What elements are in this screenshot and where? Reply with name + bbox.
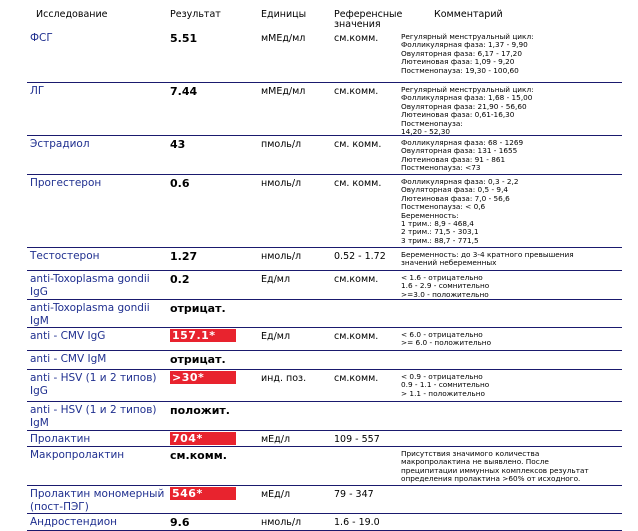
result-value: см.комм. bbox=[170, 449, 227, 462]
table-row bbox=[27, 271, 622, 300]
units: мМЕд/мл bbox=[261, 86, 306, 97]
result-value: 7.44 bbox=[170, 85, 198, 98]
header-units: Единицы bbox=[261, 9, 307, 20]
comment: Беременность: до 3-4 кратного превышения значений небеременных bbox=[401, 250, 574, 268]
comment: Регулярный менструальный цикл: Фолликулярная фаза: 1,37 - 9,90 Овуляторная фаза: 6,17 - 17,20 Лютеиновая фаза: 1,09 - 9,20 Постменопауза: 19,30 - 100,60 bbox=[401, 32, 534, 75]
table-row bbox=[27, 431, 622, 447]
result-value-flagged: >30* bbox=[170, 371, 236, 384]
comment: Регулярный менструальный цикл: Фолликулярная фаза: 1,68 - 15,00 Овуляторная фаза: 21,90 - 56,60 Лютеиновая фаза: 0,61-16,30 Постменопауза: 14,20 - 52,30 bbox=[401, 85, 534, 137]
reference-range: 1.6 - 19.0 bbox=[334, 517, 380, 528]
table-row bbox=[27, 370, 622, 402]
units: инд. поз. bbox=[261, 373, 307, 384]
reference-range: см.комм. bbox=[334, 331, 379, 342]
table-header bbox=[0, 0, 638, 30]
table-row bbox=[27, 514, 622, 531]
table-row bbox=[27, 486, 622, 514]
reference-range: 0.52 - 1.72 bbox=[334, 251, 386, 262]
test-name: anti - CMV IgM bbox=[30, 353, 107, 365]
units: нмоль/л bbox=[261, 178, 302, 189]
comment: < 6.0 - отрицательно >= 6.0 - положительно bbox=[401, 330, 492, 348]
result-value-flagged: 546* bbox=[170, 487, 236, 500]
table-row bbox=[27, 300, 622, 328]
test-name: Тестостерон bbox=[30, 250, 100, 262]
header-ref-line1: Референсные bbox=[334, 9, 403, 20]
result-value-flagged: 704* bbox=[170, 432, 236, 445]
reference-range: см. комм. bbox=[334, 178, 382, 189]
reference-range: см. комм. bbox=[334, 139, 382, 150]
reference-range: см.комм. bbox=[334, 373, 379, 384]
reference-range: см.комм. bbox=[334, 274, 379, 285]
units: Ед/мл bbox=[261, 331, 291, 342]
table-row bbox=[27, 136, 622, 175]
units: мЕд/л bbox=[261, 434, 291, 445]
units: нмоль/л bbox=[261, 251, 302, 262]
result-value: отрицат. bbox=[170, 353, 226, 366]
table-row bbox=[27, 30, 622, 83]
table-row bbox=[27, 248, 622, 271]
units: нмоль/л bbox=[261, 517, 302, 528]
units: Ед/мл bbox=[261, 274, 291, 285]
test-name: Эстрадиол bbox=[30, 138, 90, 150]
units: мЕд/л bbox=[261, 489, 291, 500]
table-row bbox=[27, 83, 622, 136]
table-row bbox=[27, 175, 622, 248]
test-name: anti-Toxoplasma gondii IgG bbox=[30, 273, 150, 298]
header-comment: Комментарий bbox=[434, 9, 503, 20]
test-name: ЛГ bbox=[30, 85, 45, 97]
units: пмоль/л bbox=[261, 139, 302, 150]
results-table bbox=[27, 30, 622, 531]
result-value: 0.6 bbox=[170, 177, 190, 190]
reference-range: см.комм. bbox=[334, 86, 379, 97]
test-name: Андростендион bbox=[30, 516, 117, 528]
reference-range: см.комм. bbox=[334, 33, 379, 44]
comment: < 0.9 - отрицательно 0.9 - 1.1 - сомнительно > 1.1 - положительно bbox=[401, 372, 490, 398]
reference-range: 109 - 557 bbox=[334, 434, 380, 445]
comment: < 1.6 - отрицательно 1.6 - 2.9 - сомнительно >=3.0 - положительно bbox=[401, 273, 490, 299]
result-value: положит. bbox=[170, 404, 230, 417]
comment: Фолликулярная фаза: 68 - 1269 Овуляторная фаза: 131 - 1655 Лютеиновая фаза: 91 - 861 Постменопауза: <73 bbox=[401, 138, 524, 173]
table-row bbox=[27, 402, 622, 431]
table-row bbox=[27, 328, 622, 351]
result-value: 5.51 bbox=[170, 32, 198, 45]
reference-range: 79 - 347 bbox=[334, 489, 374, 500]
units: мМЕд/мл bbox=[261, 33, 306, 44]
result-value: 43 bbox=[170, 138, 186, 151]
result-value: 1.27 bbox=[170, 250, 198, 263]
test-name: ФСГ bbox=[30, 32, 53, 44]
result-value: 9.6 bbox=[170, 516, 190, 529]
test-name: anti - CMV IgG bbox=[30, 330, 106, 342]
header-test: Исследование bbox=[36, 9, 108, 20]
comment: Фолликулярная фаза: 0,3 - 2,2 Овуляторная фаза: 0,5 - 9,4 Лютеиновая фаза: 7,0 - 56,6 Постменопауза: < 0,6 Беременность: 1 трим.: 8,9 - 468,4 2 трим.: 71,5 - 303,1 3 трим.: 88,7 - 771,5 bbox=[401, 177, 519, 245]
header-result: Результат bbox=[170, 9, 221, 20]
comment: Присутствия значимого количества макропролактина не выявлено. После преципитации иммунных комплексов результат определения пролактина >60% от исходного. bbox=[401, 449, 589, 484]
test-name: Макропролактин bbox=[30, 449, 125, 461]
result-value: отрицат. bbox=[170, 302, 226, 315]
table-row bbox=[27, 447, 622, 486]
test-name: anti-Toxoplasma gondii IgM bbox=[30, 302, 150, 327]
result-value: 0.2 bbox=[170, 273, 190, 286]
header-ref-line2: значения bbox=[334, 19, 381, 30]
test-name: Прогестерон bbox=[30, 177, 102, 189]
result-value-flagged: 157.1* bbox=[170, 329, 236, 342]
table-row bbox=[27, 351, 622, 370]
test-name: anti - HSV (1 и 2 типов) IgM bbox=[30, 404, 157, 429]
test-name: anti - HSV (1 и 2 типов) IgG bbox=[30, 372, 157, 397]
test-name: Пролактин мономерный (пост-ПЭГ) bbox=[30, 488, 165, 513]
test-name: Пролактин bbox=[30, 433, 91, 445]
